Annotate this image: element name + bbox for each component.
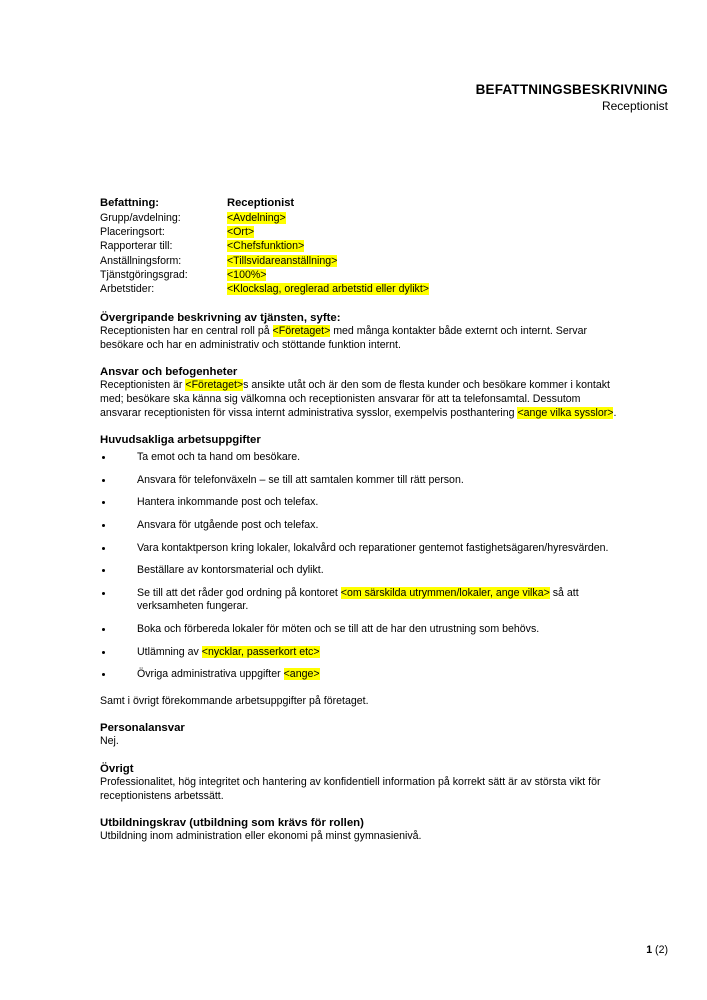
field-label: Befattning: bbox=[100, 197, 160, 209]
text-fragment: Beställare av kontorsmaterial och dylikt. bbox=[137, 564, 324, 577]
text-fragment: Ansvara för utgående post och telefax. bbox=[137, 518, 319, 531]
placeholder-highlight: <om särskilda utrymmen/lokaler, ange vilka> bbox=[340, 586, 550, 599]
placeholder-highlight: <ange vilka sysslor> bbox=[517, 406, 614, 419]
text-fragment: så att verksamheten fungerar. bbox=[137, 586, 579, 613]
list-item bbox=[100, 519, 620, 533]
placeholder-highlight: <Chefsfunktion> bbox=[227, 240, 305, 253]
section-heading-staff-responsibility: Personalansvar bbox=[100, 722, 185, 735]
field-value bbox=[227, 225, 429, 239]
document-subtitle: Receptionist bbox=[601, 99, 668, 113]
field-value bbox=[227, 239, 429, 253]
placeholder-highlight: <Tillsvidareanställning> bbox=[227, 254, 338, 267]
spacer bbox=[100, 749, 620, 762]
placeholder-highlight: <Ort> bbox=[227, 226, 255, 239]
page-footer bbox=[0, 944, 668, 956]
bullet-icon bbox=[102, 651, 105, 654]
text-fragment: Receptionisten har en central roll på bbox=[100, 325, 273, 338]
spacer bbox=[100, 708, 620, 721]
placeholder-highlight: <Företaget> bbox=[185, 379, 244, 392]
text-fragment: Övriga administrativa uppgifter bbox=[137, 668, 284, 681]
field-value: Receptionist bbox=[227, 197, 295, 209]
placeholder-highlight: <100%> bbox=[227, 268, 267, 281]
text-fragment: . bbox=[613, 406, 617, 419]
spacer bbox=[100, 352, 620, 365]
list-item bbox=[100, 542, 620, 556]
bullet-icon bbox=[102, 501, 105, 504]
bullet-icon bbox=[102, 479, 105, 482]
section-text-education: Utbildning inom administration eller ekonomi på minst gymnasienivå. bbox=[100, 830, 422, 843]
list-item bbox=[100, 496, 620, 510]
table-row bbox=[100, 225, 429, 239]
bullet-icon bbox=[102, 628, 105, 631]
field-value bbox=[227, 211, 429, 225]
field-label: Tjänstgöringsgrad: bbox=[100, 268, 188, 281]
table-row bbox=[100, 239, 429, 253]
text-fragment: Utlämning av bbox=[137, 645, 202, 658]
field-value bbox=[227, 254, 429, 268]
placeholder-highlight: <Klockslag, oreglerad arbetstid eller dylikt> bbox=[227, 283, 429, 296]
section-heading-overview: Övergripande beskrivning av tjänsten, syfte: bbox=[100, 312, 341, 325]
document-title: BEFATTNINGSBESKRIVNING bbox=[475, 82, 668, 97]
text-fragment: med många kontakter både externt och internt. Servar besökare och har en administrativ och stöttande funktion internt. bbox=[100, 325, 588, 351]
list-item bbox=[100, 668, 620, 682]
field-label: Rapporterar till: bbox=[100, 240, 173, 253]
position-fields-table bbox=[100, 196, 429, 296]
bullet-icon bbox=[102, 524, 105, 527]
tasks-list bbox=[100, 451, 620, 682]
text-fragment: Ansvara för telefonväxeln – se till att samtalen kommer till rätt person. bbox=[137, 473, 464, 486]
list-item bbox=[100, 646, 620, 660]
section-text-staff-responsibility: Nej. bbox=[100, 735, 119, 748]
text-fragment: Ta emot och ta hand om besökare. bbox=[137, 451, 301, 464]
section-heading-education: Utbildningskrav (utbildning som krävs för rollen) bbox=[100, 817, 364, 830]
section-heading-tasks: Huvudsakliga arbetsuppgifter bbox=[100, 434, 261, 447]
list-item bbox=[100, 451, 620, 465]
text-fragment: Boka och förbereda lokaler för möten och se till att de har den utrustning som behövs. bbox=[137, 622, 540, 635]
spacer bbox=[100, 420, 620, 433]
table-row bbox=[100, 254, 429, 268]
spacer bbox=[100, 296, 620, 311]
field-value bbox=[227, 268, 429, 282]
field-label: Anställningsform: bbox=[100, 254, 182, 267]
field-label: Placeringsort: bbox=[100, 226, 165, 239]
footer-page-total-value: (2) bbox=[655, 944, 668, 956]
spacer bbox=[100, 803, 620, 816]
field-label: Grupp/avdelning: bbox=[100, 212, 181, 224]
list-item bbox=[100, 587, 620, 614]
section-heading-other: Övrigt bbox=[100, 762, 134, 775]
field-label: Arbetstider: bbox=[100, 283, 155, 296]
bullet-icon bbox=[102, 456, 105, 459]
section-heading-responsibility: Ansvar och befogenheter bbox=[100, 366, 238, 379]
text-fragment: Vara kontaktperson kring lokaler, lokalvård och reparationer gentemot fastighetsägaren/hyresvärden. bbox=[137, 541, 609, 554]
tasks-closing-text: Samt i övrigt förekommande arbetsuppgifter på företaget. bbox=[100, 694, 369, 707]
bullet-icon bbox=[102, 569, 105, 572]
section-text-overview bbox=[100, 325, 620, 352]
position-fields-body bbox=[100, 196, 429, 296]
footer-page-number: 1 bbox=[646, 944, 653, 956]
text-fragment: Receptionisten är bbox=[100, 379, 186, 392]
text-fragment: s ansikte utåt och är den som de flesta kunder och besökare kommer i kontakt med; besökare ska känna sig välkomna och receptionisten ansvarar för att ta telefonsamtal. Dessutom ansvarar receptionisten för vissa internt administrativa sysslor, exempelvis posthantering bbox=[100, 379, 610, 419]
text-fragment: Hantera inkommande post och telefax. bbox=[137, 496, 319, 509]
bullet-icon bbox=[102, 547, 105, 550]
placeholder-highlight: <nycklar, passerkort etc> bbox=[201, 645, 320, 658]
section-text-other: Professionalitet, hög integritet och hantering av konfidentiell information på korrekt sätt är av största vikt för receptionistens arbetssätt. bbox=[100, 775, 601, 802]
table-row bbox=[100, 268, 429, 282]
bullet-icon bbox=[102, 592, 105, 595]
placeholder-highlight: <ange> bbox=[283, 668, 320, 681]
field-value bbox=[227, 282, 429, 296]
text-fragment: Se till att det råder god ordning på kontoret bbox=[137, 586, 341, 599]
table-row bbox=[100, 196, 429, 211]
table-row bbox=[100, 211, 429, 225]
placeholder-highlight: <Avdelning> bbox=[227, 212, 286, 224]
table-row bbox=[100, 282, 429, 296]
placeholder-highlight: <Företaget> bbox=[272, 325, 331, 338]
list-item bbox=[100, 623, 620, 637]
document-body bbox=[100, 196, 620, 844]
document-header bbox=[0, 82, 668, 114]
bullet-icon bbox=[102, 673, 105, 676]
section-text-responsibility bbox=[100, 379, 620, 420]
list-item bbox=[100, 564, 620, 578]
list-item bbox=[100, 474, 620, 488]
